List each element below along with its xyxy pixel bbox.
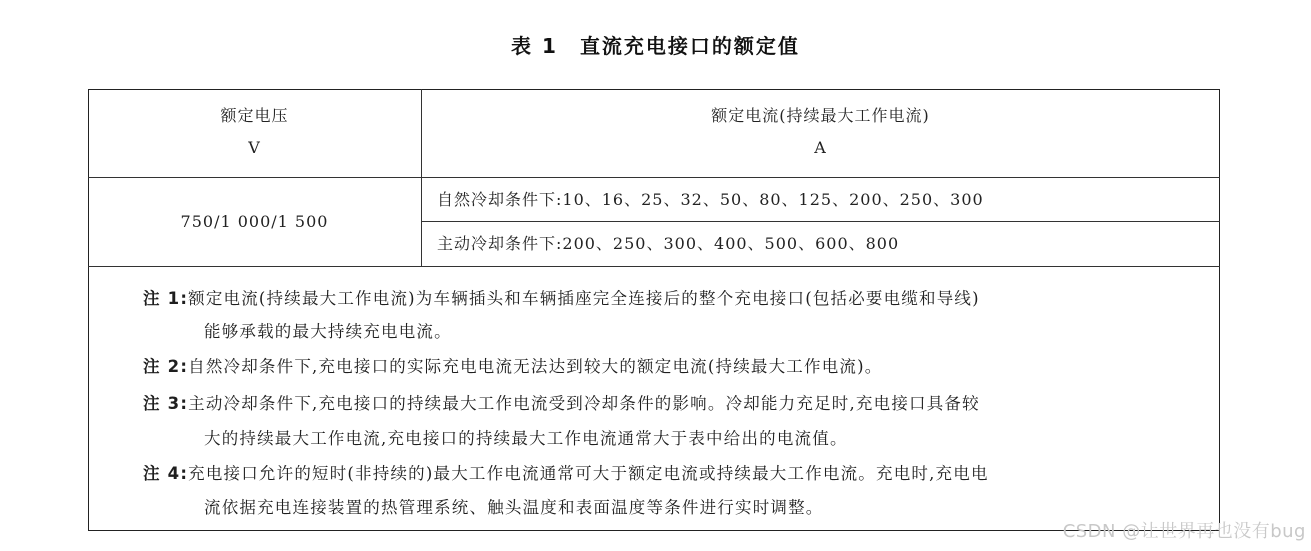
note-1-line-1: 额定电流(持续最大工作电流)为车辆插头和车辆插座完全连接后的整个充电接口(包括必要电缆和导线) xyxy=(188,289,980,308)
note-3 xyxy=(143,390,980,414)
header-current-unit: A xyxy=(814,138,827,157)
table-number: 表 1 xyxy=(511,34,558,58)
header-voltage-label: 额定电压 xyxy=(220,106,289,125)
note-4-continuation: 流依据充电连接装置的热管理系统、触头温度和表面温度等条件进行实时调整。 xyxy=(204,498,824,517)
header-voltage-unit: V xyxy=(248,138,261,157)
note-1 xyxy=(143,285,980,309)
note-2-label: 注 2: xyxy=(143,357,189,376)
note-4 xyxy=(143,460,989,484)
note-3-line-1: 主动冷却条件下,充电接口的持续最大工作电流受到冷却条件的影响。冷却能力充足时,充电接口具备较 xyxy=(188,394,980,413)
notes-section xyxy=(143,0,1213,551)
current-row-active-cooling: 主动冷却条件下:200、250、300、400、500、600、800 xyxy=(437,234,900,253)
current-row-natural-cooling: 自然冷却条件下:10、16、25、32、50、80、125、200、250、300 xyxy=(437,190,984,209)
note-2-line-1: 自然冷却条件下,充电接口的实际充电电流无法达到较大的额定电流(持续最大工作电流)。 xyxy=(188,357,883,376)
note-3-label: 注 3: xyxy=(143,394,189,413)
note-1-continuation: 能够承载的最大持续充电电流。 xyxy=(204,322,452,341)
note-4-line-1: 充电接口允许的短时(非持续的)最大工作电流通常可大于额定电流或持续最大工作电流。充电时,充电电 xyxy=(188,464,989,483)
note-2 xyxy=(143,353,882,377)
header-current-label: 额定电流(持续最大工作电流) xyxy=(711,106,930,125)
voltage-value: 750/1 000/1 500 xyxy=(180,212,329,231)
table-title-text: 直流充电接口的额定值 xyxy=(579,34,800,58)
note-3-continuation: 大的持续最大工作电流,充电接口的持续最大工作电流通常大于表中给出的电流值。 xyxy=(204,429,848,448)
csdn-watermark: CSDN @让世界再也没有bug xyxy=(1062,521,1306,542)
note-1-label: 注 1: xyxy=(143,289,189,308)
note-4-label: 注 4: xyxy=(143,464,189,483)
